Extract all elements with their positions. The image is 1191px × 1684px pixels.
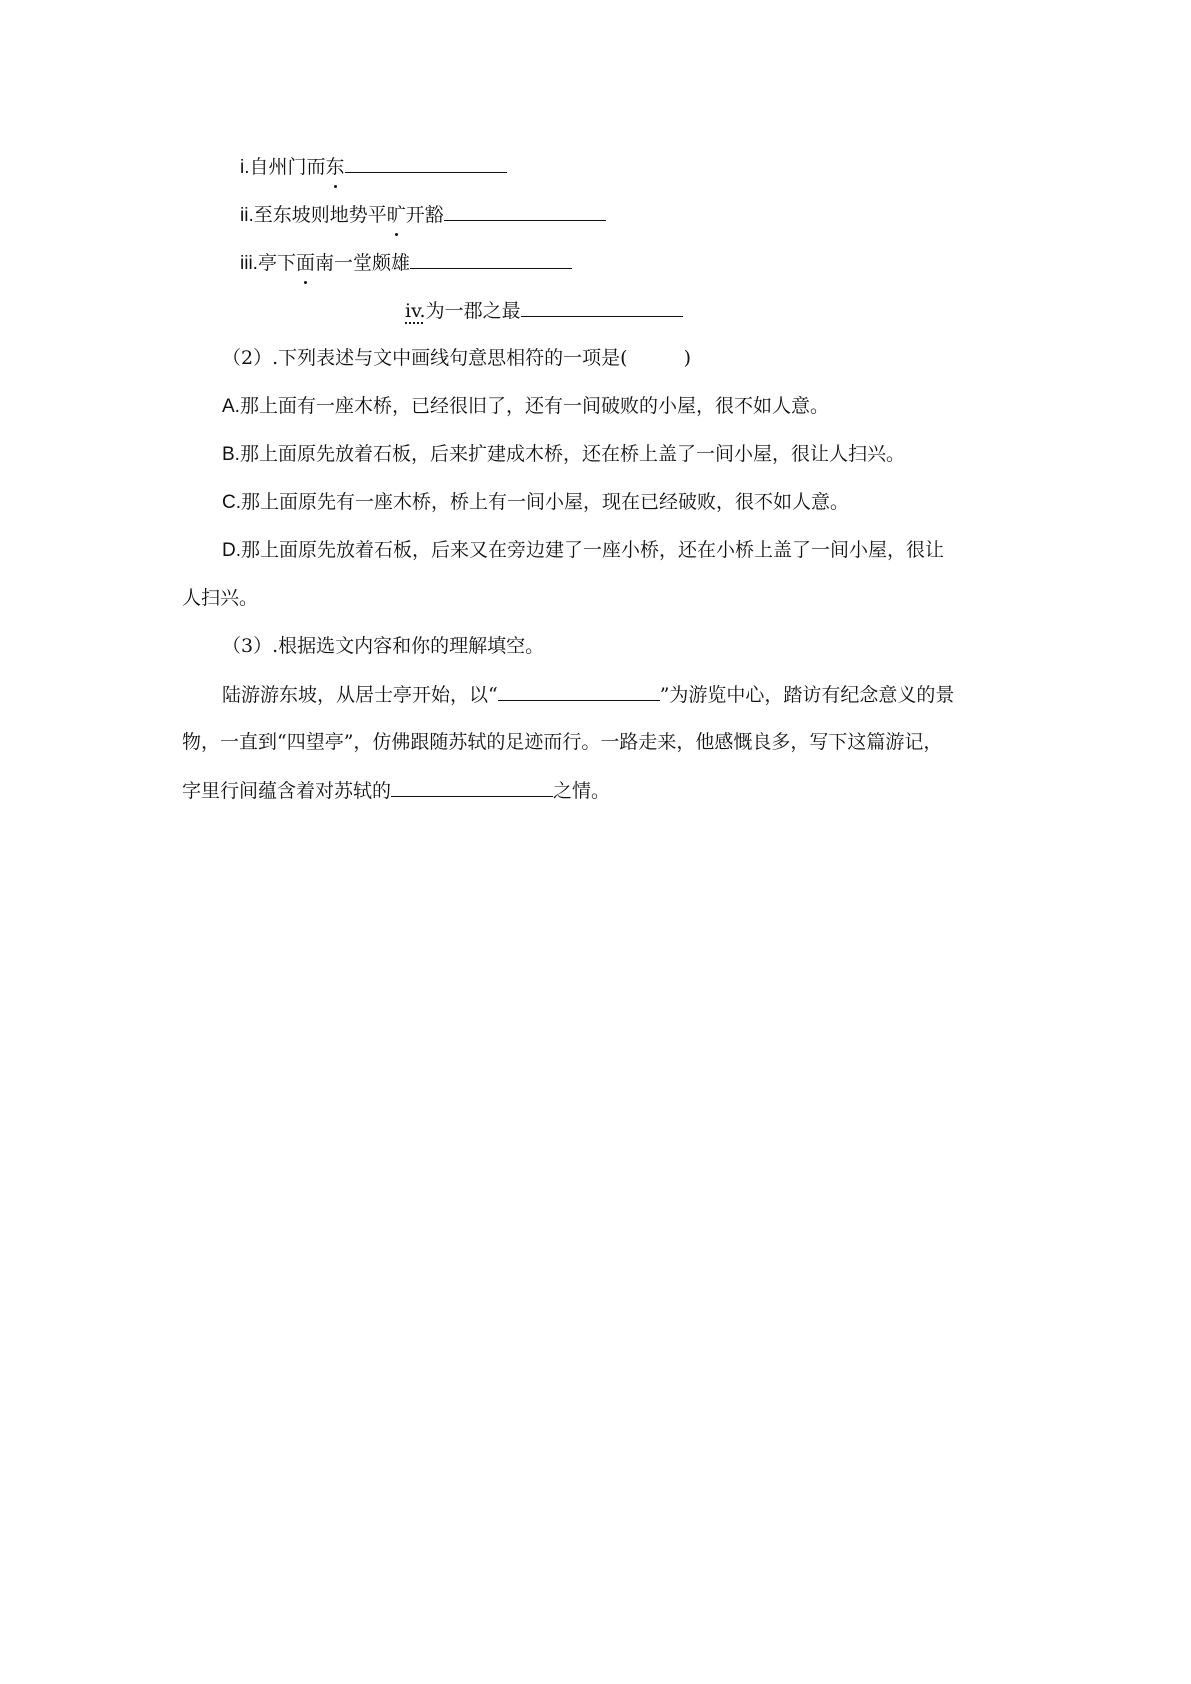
q2-number: （2） [222,347,273,369]
q2-option-b-letter: B. [222,444,240,465]
q1-item-1-dotted-char: 东 [326,153,345,181]
q2-option-b-text: 那上面原先放着石板，后来扩建成木桥，还在桥上盖了一间小屋，很让人扫兴。 [239,443,905,465]
q2-option-d-text: 那上面原先放着石板，后来又在旁边建了一座小桥，还在小桥上盖了一间小屋，很让 [241,539,945,561]
q1-item-4-text: 为一郡之最 [425,300,521,322]
answer-blank-1[interactable] [345,152,507,173]
q1-item-2-number: ii. [240,205,254,226]
q2-option-a [222,392,829,421]
q1-item-2 [240,200,606,230]
q1-item-1-number: i. [240,157,250,178]
q1-item-3 [240,248,572,278]
q1-item-3-dotted-char: 面 [296,249,315,277]
q3-stem [222,632,544,660]
q1-item-3-number: iii. [240,253,258,274]
q2-stem-close: ) [683,347,691,369]
q1-item-2-dotted-char: 旷 [387,201,406,229]
q1-item-4-number: iv. [405,300,426,322]
q3-paragraph-line-2: 物，一直到“四望亭”，仿佛跟随苏轼的足迹而行。一路走来，他感慨良多，写下这篇游记， [182,731,943,753]
q3-paragraph-line-3 [182,776,610,805]
q3-stem-text: .根据选文内容和你的理解填空。 [272,635,545,657]
q1-item-2-text-before: 至东坡则地势平 [253,204,387,226]
answer-blank-4[interactable] [521,296,683,317]
q3-text-1b: ”为游览中心，踏访有纪念意义的景 [659,684,955,706]
q2-option-c [222,488,849,517]
q1-item-2-text-after: 开豁 [405,204,444,226]
answer-blank-2[interactable] [444,200,606,221]
q2-option-c-letter: C. [222,492,241,513]
q2-option-d-continuation: 人扫兴。 [182,587,259,609]
q1-item-4 [405,296,683,325]
q2-option-a-text: 那上面有一座木桥，已经很旧了，还有一间破败的小屋，很不如人意。 [239,395,829,417]
q3-number: （3） [222,635,273,657]
answer-blank-3[interactable] [410,248,572,269]
q1-item-1-text: 自州门而 [249,156,326,178]
q2-stem-text: .下列表述与文中画线句意思相符的一项是( [272,347,628,369]
q3-text-3a: 字里行间蕴含着对苏轼的 [182,780,392,802]
q2-option-c-text: 那上面原先有一座木桥，桥上有一间小屋，现在已经破败，很不如人意。 [241,491,850,513]
q2-stem [222,344,691,372]
q1-item-3-text-after: 南一堂颇雄 [314,252,410,274]
q1-item-3-text-before: 亭下 [257,252,296,274]
answer-blank-5[interactable] [498,680,660,701]
q3-text-1a: 陆游游东坡，从居士亭开始，以“ [222,684,498,706]
q2-option-a-letter: A. [222,396,240,417]
q3-text-3b: 之情。 [553,780,611,802]
q1-item-1 [240,152,507,182]
q2-option-d-letter: D. [222,540,241,561]
q3-paragraph-line-1 [222,680,954,709]
q2-option-b [222,440,905,469]
q2-option-d [222,536,944,565]
answer-blank-6[interactable] [391,776,553,797]
